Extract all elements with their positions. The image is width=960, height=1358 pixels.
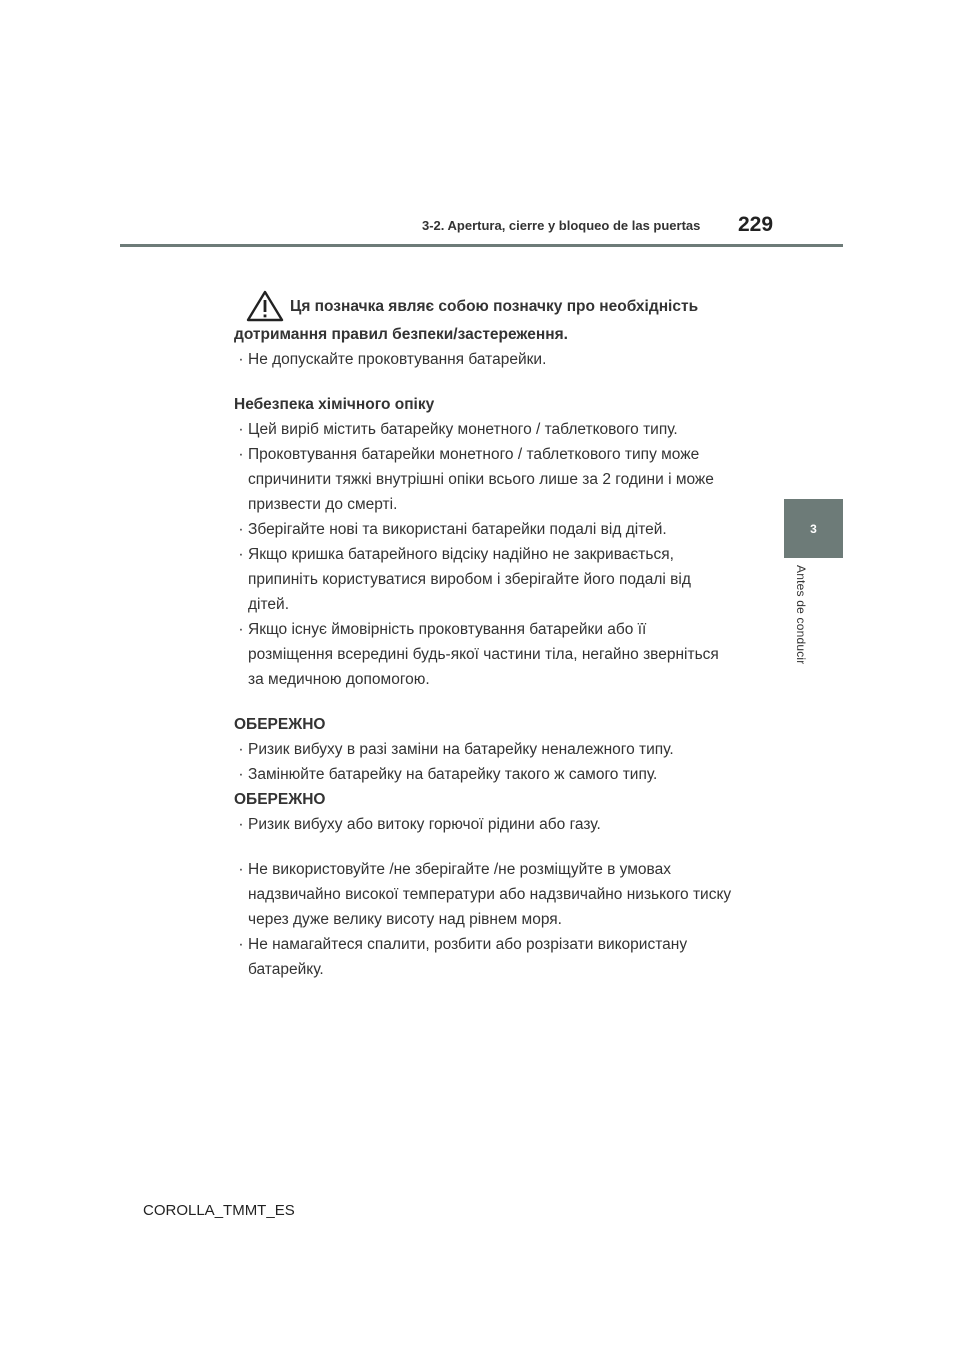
spacer (234, 692, 734, 712)
list-item-text: Замінюйте батарейку на батарейку такого ж самого типу. (248, 766, 658, 783)
list-item-text: Зберігайте нові та використані батарейки подалі від дітей. (248, 521, 667, 538)
bullet: · (238, 546, 244, 563)
list-item (234, 932, 734, 982)
warning-title-line1: Ця позначка являє собою позначку про необхідність (290, 297, 699, 315)
list-item (234, 737, 734, 762)
bullet: · (238, 816, 244, 833)
list-item-text: Якщо існує ймовірність проковтування батарейки або її розміщення всередині будь-якої частини тіла, негайно зверніться за медичною допомогою. (248, 621, 719, 688)
list-item-text: Проковтування батарейки монетного / таблеткового типу може спричинити тяжкі внутрішні опіки всього лише за 2 години і може призвести до смерті. (248, 446, 714, 513)
list-item-text: Не допускайте проковтування батарейки. (248, 351, 547, 368)
warning-title-line (234, 290, 734, 322)
list-item (234, 417, 734, 442)
spacer (234, 837, 734, 857)
list-item (234, 517, 734, 542)
chapter-tab (784, 499, 843, 558)
chapter-number: 3 (810, 521, 817, 536)
list-item-text: Не намагайтеся спалити, розбити або розрізати використану батарейку. (248, 936, 688, 978)
section-title: 3-2. Apertura, cierre y bloqueo de las puertas (422, 218, 701, 233)
bullet: · (238, 741, 244, 758)
list-item (234, 857, 734, 932)
list-item (234, 442, 734, 517)
list-item (234, 762, 734, 787)
bullet: · (238, 421, 244, 438)
header-rule (120, 244, 843, 247)
warning-title-line2: дотримання правил безпеки/застереження. (234, 326, 568, 343)
bullet: · (238, 936, 244, 953)
list-item (234, 617, 734, 692)
bullet: · (238, 861, 244, 878)
document-code: COROLLA_TMMT_ES (143, 1202, 295, 1219)
list-item (234, 812, 734, 837)
list-item-text: Ризик вибуху або витоку горючої рідини або газу. (248, 816, 601, 833)
main-content (234, 290, 734, 982)
bullet: · (238, 766, 244, 783)
list-item (234, 347, 734, 372)
list-item-text: Якщо кришка батарейного відсіку надійно не закривається, припиніть користуватися виробом і зберігайте його подалі від дітей. (248, 546, 691, 613)
list-item-text: Ризик вибуху в разі заміни на батарейку неналежного типу. (248, 741, 674, 758)
list-item-text: Не використовуйте /не зберігайте /не розміщуйте в умовах надзвичайно високої температури або надзвичайно низького тиску через дуже велику висоту над рівнем моря. (248, 861, 732, 928)
bullet: · (238, 521, 244, 538)
chemical-burn-heading: Небезпека хімічного опіку (234, 396, 435, 413)
chapter-label: Antes de conducir (794, 565, 808, 665)
bullet: · (238, 621, 244, 638)
bullet: · (238, 351, 244, 368)
caution-heading: ОБЕРЕЖНО (234, 716, 326, 733)
page-number: 229 (738, 213, 774, 236)
caution-heading: ОБЕРЕЖНО (234, 791, 326, 808)
bullet: · (238, 446, 244, 463)
spacer (234, 372, 734, 392)
list-item-text: Цей виріб містить батарейку монетного / таблеткового типу. (248, 421, 678, 438)
list-item (234, 542, 734, 617)
warning-triangle-icon (246, 290, 284, 322)
